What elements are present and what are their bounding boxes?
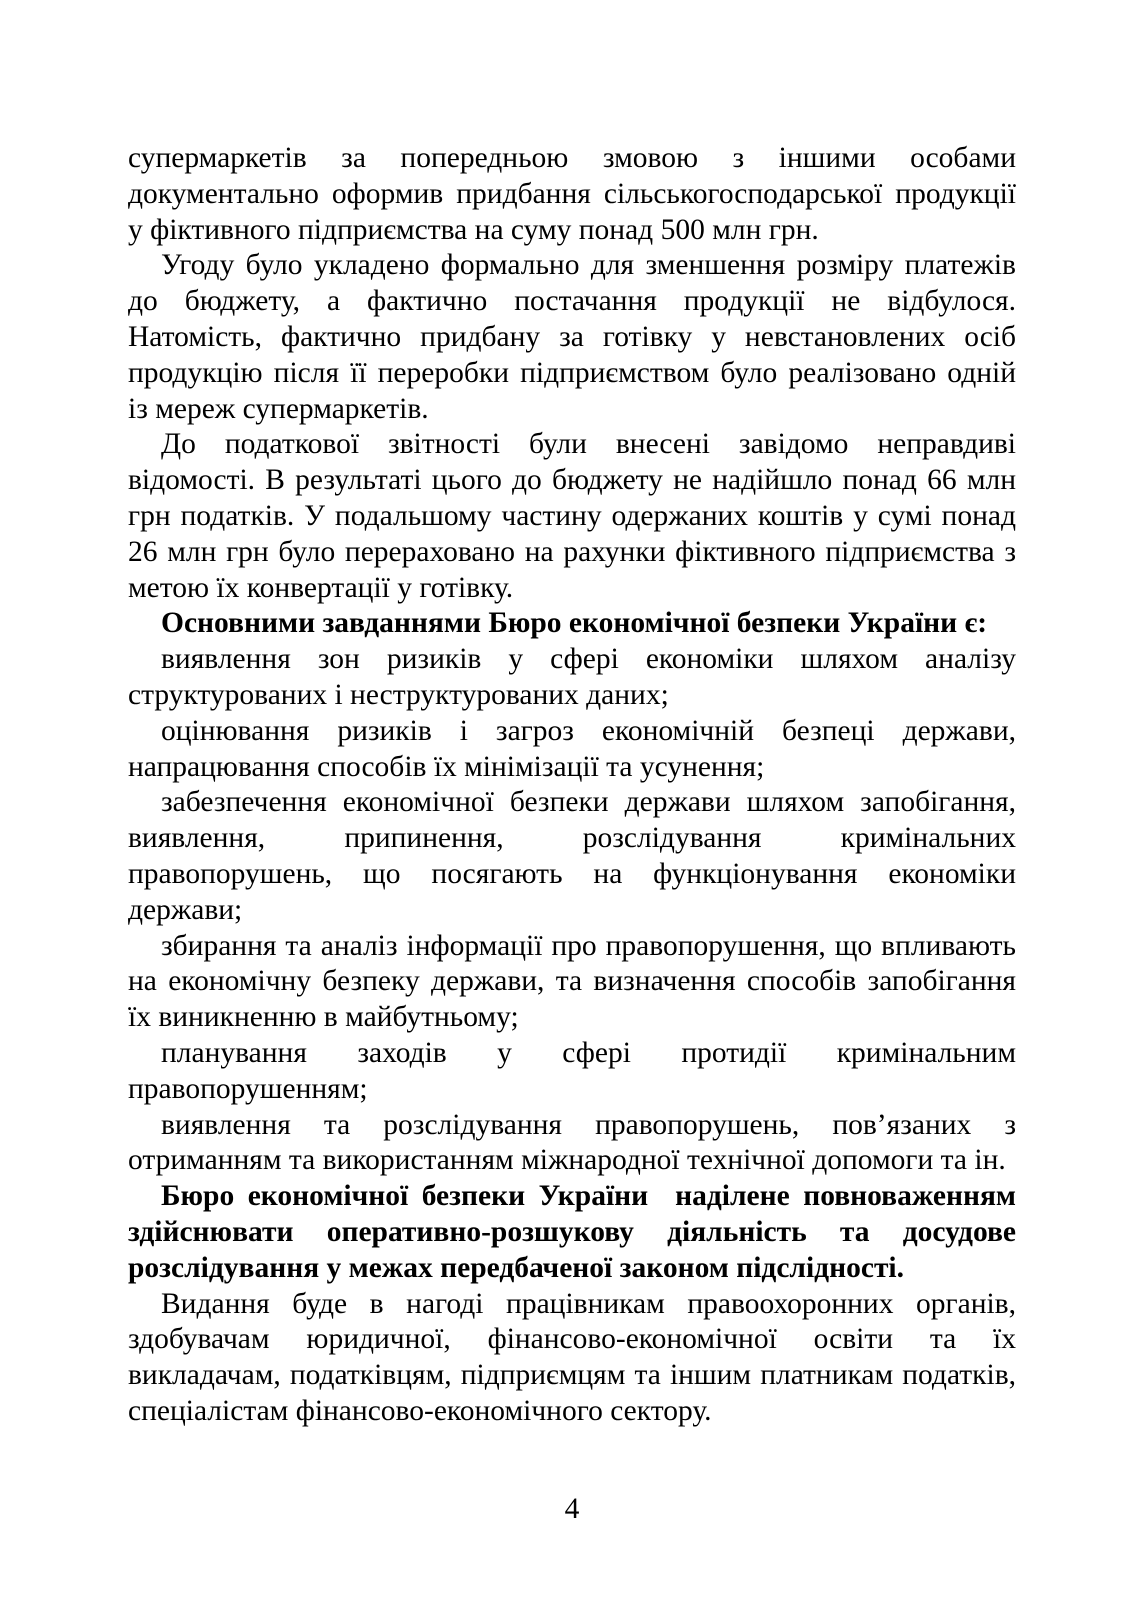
text-line: оцінювання ризиків і загроз економічній безпеці держави, [161, 714, 1016, 747]
text-line: Основними завданнями Бюро економічної безпеки України є: [161, 607, 988, 640]
text-line: до бюджету, а фактично постачання продукції не відбулося. [128, 285, 1016, 318]
text-line: держави; [128, 893, 243, 926]
text-line: на економічну безпеку держави, та визначення способів запобігання [128, 965, 1016, 998]
text-line: супермаркетів за попередньою змовою з іншими особами [128, 142, 1016, 174]
text-line: відомості. В результаті цього до бюджету не надійшло понад 66 млн [128, 464, 1016, 497]
text-line: Натомість, фактично придбану за готівку у невстановлених осіб [128, 320, 1016, 353]
text-block [128, 141, 1016, 1430]
text-line: До податкової звітності були внесені завідомо неправдиві [161, 428, 1016, 461]
text-line: правопорушенням; [128, 1072, 368, 1105]
text-line: Видання буде в нагоді працівникам правоохоронних органів, [161, 1287, 1016, 1320]
text-line: здійснювати оперативно-розшукову діяльність та досудове [128, 1215, 1016, 1248]
text-line: грн податків. У подальшому частину одержаних коштів у сумі понад [128, 499, 1016, 532]
text-line: у фіктивного підприємства на суму понад 500 млн грн. [128, 213, 819, 246]
text-line: напрацювання способів їх мінімізації та усунення; [128, 750, 765, 783]
text-line: метою їх конвертації у готівку. [128, 571, 514, 604]
text-line: правопорушень, що посягають на функціонування економіки [128, 857, 1016, 890]
text-line: Бюро економічної безпеки України наділене повноваженням [161, 1180, 1016, 1213]
text-line: виявлення зон ризиків у сфері економіки шляхом аналізу [161, 643, 1016, 676]
text-line: виявлення, припинення, розслідування кримінальних [128, 822, 1016, 855]
text-line: 26 млн грн було перераховано на рахунки фіктивного підприємства з [128, 535, 1016, 568]
text-line: Угоду було укладено формально для зменшення розміру платежів [161, 249, 1016, 282]
text-line: їх виникненню в майбутньому; [128, 1001, 519, 1034]
text-line: збирання та аналіз інформації про правопорушення, що впливають [161, 929, 1016, 962]
text-line: викладачам, податківцям, підприємцям та іншим платникам податків, [128, 1359, 1016, 1392]
text-line: документально оформив придбання сільськогосподарської продукції [128, 177, 1016, 210]
text-line: планування заходів у сфері протидії кримінальним [161, 1036, 1016, 1069]
page-number: 4 [564, 1493, 580, 1525]
text-line: забезпечення економічної безпеки держави шляхом запобігання, [161, 786, 1016, 819]
text-line: із мереж супермаркетів. [128, 392, 429, 425]
text-line: здобувачам юридичної, фінансово-економічної освіти та їх [128, 1323, 1016, 1356]
text-line: продукцію після її переробки підприємством було реалізовано одній [128, 356, 1016, 389]
text-line: спеціалістам фінансово-економічного сектору. [128, 1394, 712, 1427]
text-line: структурованих і неструктурованих даних; [128, 678, 669, 711]
text-line: отриманням та використанням міжнародної технічної допомоги та ін. [128, 1144, 1006, 1177]
text-line: виявлення та розслідування правопорушень, пов’язаних з [161, 1108, 1016, 1141]
text-line: розслідування у межах передбаченої законом підслідності. [128, 1251, 905, 1284]
